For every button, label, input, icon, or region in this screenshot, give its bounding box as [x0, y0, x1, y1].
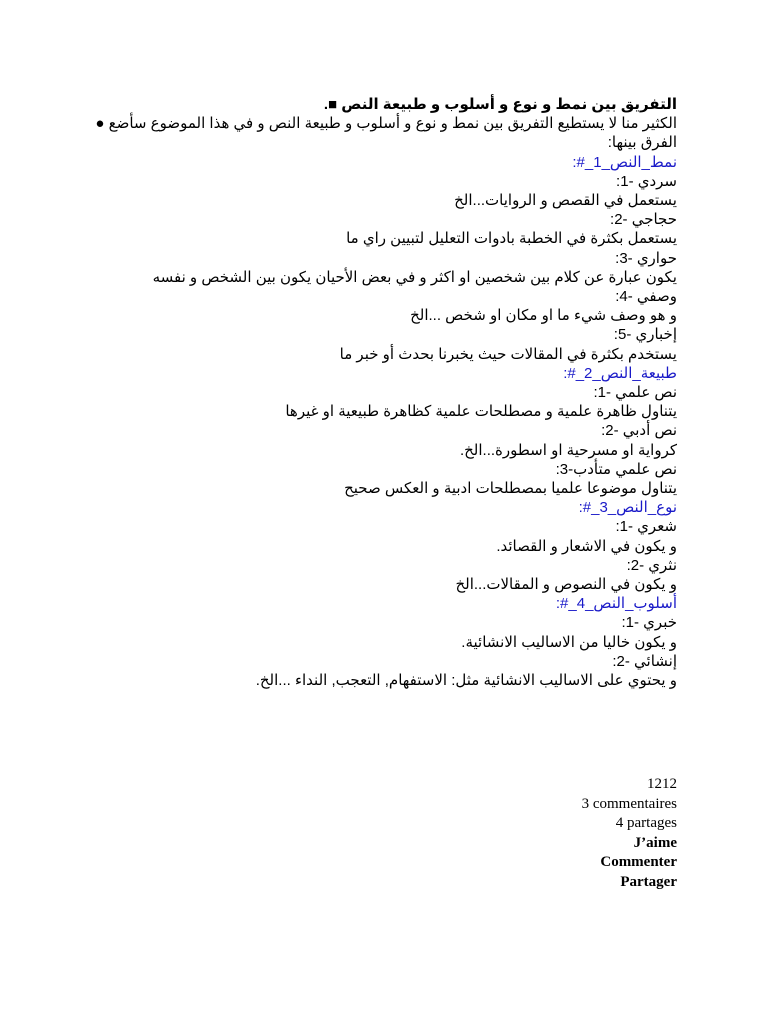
- shares-count[interactable]: 4 partages: [615, 815, 677, 831]
- text-line: و هو وصف شيء ما او مكان او شخص ...الخ: [410, 307, 677, 325]
- share-button[interactable]: Partager: [620, 873, 677, 890]
- text-line: يستعمل بكثرة في الخطبة بادوات التعليل لتبيين راي ما: [346, 230, 677, 248]
- comment-button[interactable]: Commenter: [600, 854, 677, 870]
- text-line: يستخدم بكثرة في المقالات حيث يخبرنا بحدث أو خبر ما: [339, 345, 677, 363]
- text-line: يكون عبارة عن كلام بين شخصين او اكثر و في بعض الأحيان يكون بين الشخص و نفسه: [152, 268, 677, 286]
- text-line: حجاجي -2:: [610, 211, 677, 229]
- text-line: خبري -1:: [621, 614, 677, 632]
- text-line: وصفي -4:: [615, 288, 677, 306]
- section-heading[interactable]: نمط_النص_1_#:: [572, 153, 677, 171]
- text-line: يتناول ظاهرة علمية و مصطلحات علمية كظاهرة طبيعية او غيرها: [285, 403, 677, 421]
- text-line: نص علمي -1:: [593, 384, 677, 402]
- text-line: و يكون في النصوص و المقالات...الخ: [455, 576, 677, 594]
- text-line: يستعمل في القصص و الروايات...الخ: [454, 192, 677, 210]
- text-line: إنشائي -2:: [612, 652, 677, 670]
- text-line: يتناول موضوعا علميا بمصطلحات ادبية و العكس صحيح: [344, 480, 677, 498]
- text-line: الفرق بينها:: [607, 134, 677, 152]
- text-line: و يكون في الاشعار و القصائد.: [496, 537, 677, 555]
- like-button[interactable]: J’aime: [633, 834, 677, 851]
- likes-count[interactable]: 1212: [647, 776, 677, 792]
- document-body: [95, 95, 677, 690]
- text-line: الكثير منا لا يستطيع التفريق بين نمط و نوع و أسلوب و طبيعة النص و في هذا الموضوع سأضع ●: [95, 115, 677, 133]
- section-heading[interactable]: طبيعة_النص_2_#:: [563, 364, 677, 382]
- text-line: نص أدبي -2:: [601, 422, 677, 440]
- text-line: شعري -1:: [615, 518, 677, 536]
- section-heading[interactable]: أسلوب_النص_4_#:: [555, 595, 677, 613]
- text-line: حواري -3:: [615, 249, 677, 267]
- comments-count[interactable]: 3 commentaires: [581, 795, 677, 812]
- text-line: كرواية او مسرحية او اسطورة...الخ.: [459, 441, 677, 459]
- text-line: سردي -1:: [616, 172, 677, 190]
- text-line: نص علمي متأدب-3:: [555, 460, 677, 478]
- text-line: نثري -2:: [626, 556, 677, 574]
- text-line: إخباري -5:: [613, 326, 677, 344]
- document-title: التفريق بين نمط و نوع و أسلوب و طبيعة النص ■.: [323, 96, 677, 113]
- text-line: و يكون خاليا من الاساليب الانشائية.: [461, 633, 677, 651]
- section-heading[interactable]: نوع_النص_3_#:: [578, 499, 677, 517]
- post-footer: [100, 775, 677, 892]
- text-line: و يحتوي على الاساليب الانشائية مثل: الاستفهام, التعجب, النداء ...الخ.: [255, 672, 677, 690]
